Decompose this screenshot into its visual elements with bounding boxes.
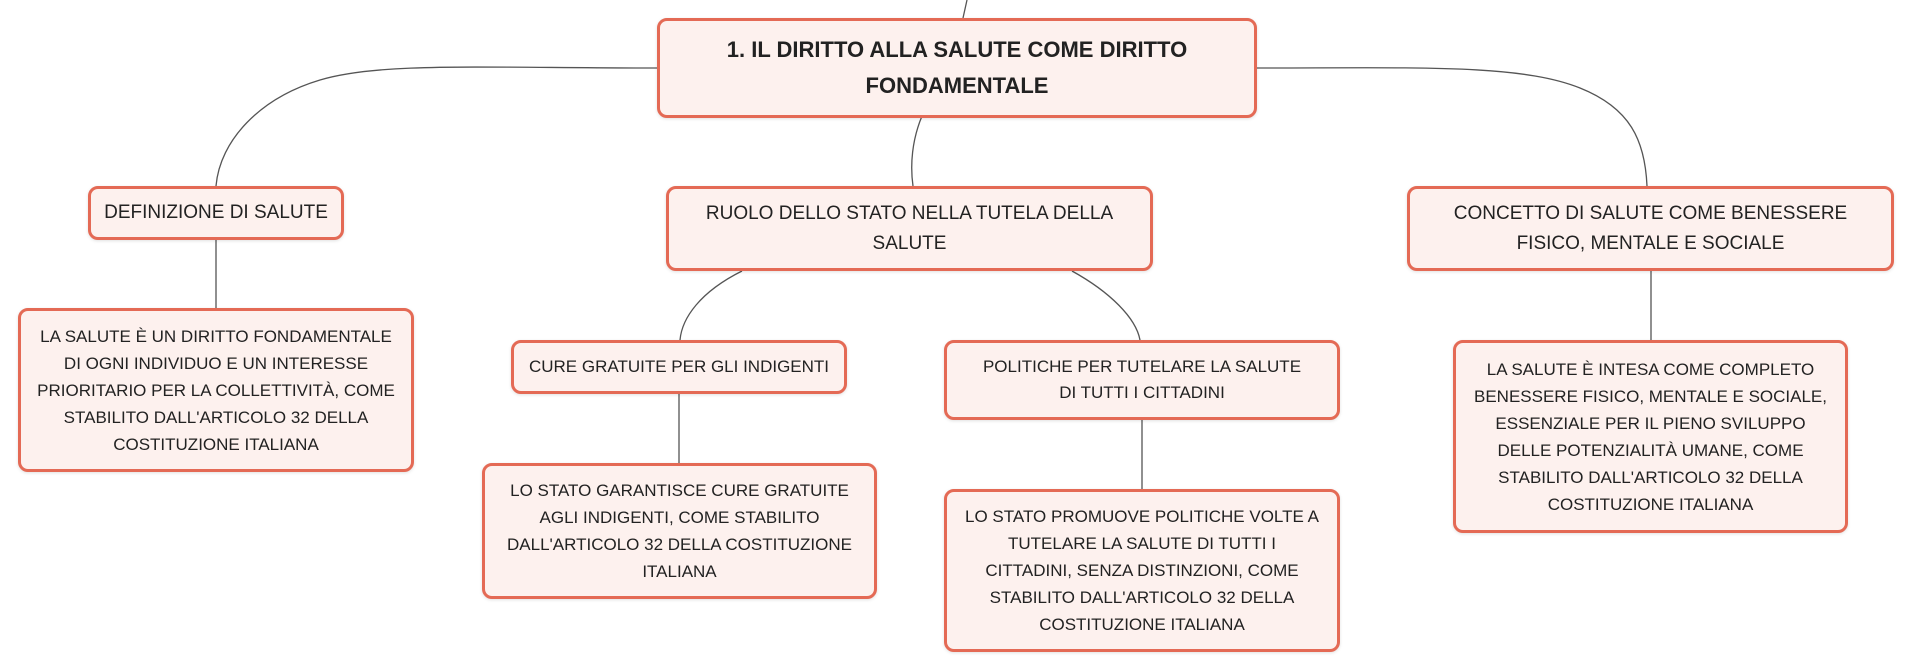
detail-cure-gratuite[interactable] (482, 463, 877, 599)
subtopic-label: CURE GRATUITE PER GLI INDIGENTI (528, 357, 830, 376)
detail-text: LO STATO GARANTISCE CURE GRATUITE AGLI INDIGENTI, COME STABILITO DALL'ARTICOLO 32 DELLA COSTITUZIONE ITALIANA (507, 481, 852, 581)
connector-root-parent (963, 0, 967, 18)
detail-text: LO STATO PROMUOVE POLITICHE VOLTE A TUTELARE LA SALUTE DI TUTTI I CITTADINI, SENZA DISTINZIONI, COME STABILITO DALL'ARTICOLO 32 DELLA COSTITUZIONE ITALIANA (965, 507, 1319, 634)
connector-root-concetto (1256, 68, 1647, 186)
topic-definizione-salute[interactable] (88, 186, 344, 240)
topic-label: CONCETTO DI SALUTE COME BENESSERE FISICO, MENTALE E SOCIALE (1453, 202, 1848, 254)
detail-concetto-salute[interactable] (1453, 340, 1848, 533)
detail-text: LA SALUTE È UN DIRITTO FONDAMENTALE DI OGNI INDIVIDUO E UN INTERESSE PRIORITARIO PER LA COLLETTIVITÀ, COME STABILITO DALL'ARTICOLO 32 DELLA COSTITUZIONE ITALIANA (37, 326, 395, 454)
topic-concetto-salute[interactable] (1407, 186, 1894, 271)
connector-ruolo-cure (680, 271, 742, 340)
connector-ruolo-politiche (1072, 271, 1140, 340)
topic-ruolo-stato[interactable] (666, 186, 1153, 271)
detail-definizione-salute[interactable] (18, 308, 414, 472)
connector-root-definizione (216, 67, 657, 186)
connector-root-ruolo (912, 116, 922, 186)
subtopic-cure-gratuite[interactable] (511, 340, 847, 394)
detail-text: LA SALUTE È INTESA COME COMPLETO BENESSERE FISICO, MENTALE E SOCIALE, ESSENZIALE PER IL PIENO SVILUPPO DELLE POTENZIALITÀ UMANE, COME STABILITO DALL'ARTICOLO 32 DELLA COSTITUZIONE ITALIANA (1474, 359, 1827, 514)
topic-label: RUOLO DELLO STATO NELLA TUTELA DELLA SALUTE (705, 202, 1114, 254)
subtopic-label: POLITICHE PER TUTELARE LA SALUTE DI TUTTI I CITTADINI (982, 357, 1302, 402)
subtopic-politiche-tutela[interactable] (944, 340, 1340, 420)
root-node[interactable] (657, 18, 1257, 118)
topic-label: DEFINIZIONE DI SALUTE (104, 202, 328, 223)
detail-politiche-tutela[interactable] (944, 489, 1340, 652)
root-label: 1. IL DIRITTO ALLA SALUTE COME DIRITTO FONDAMENTALE (726, 37, 1188, 98)
